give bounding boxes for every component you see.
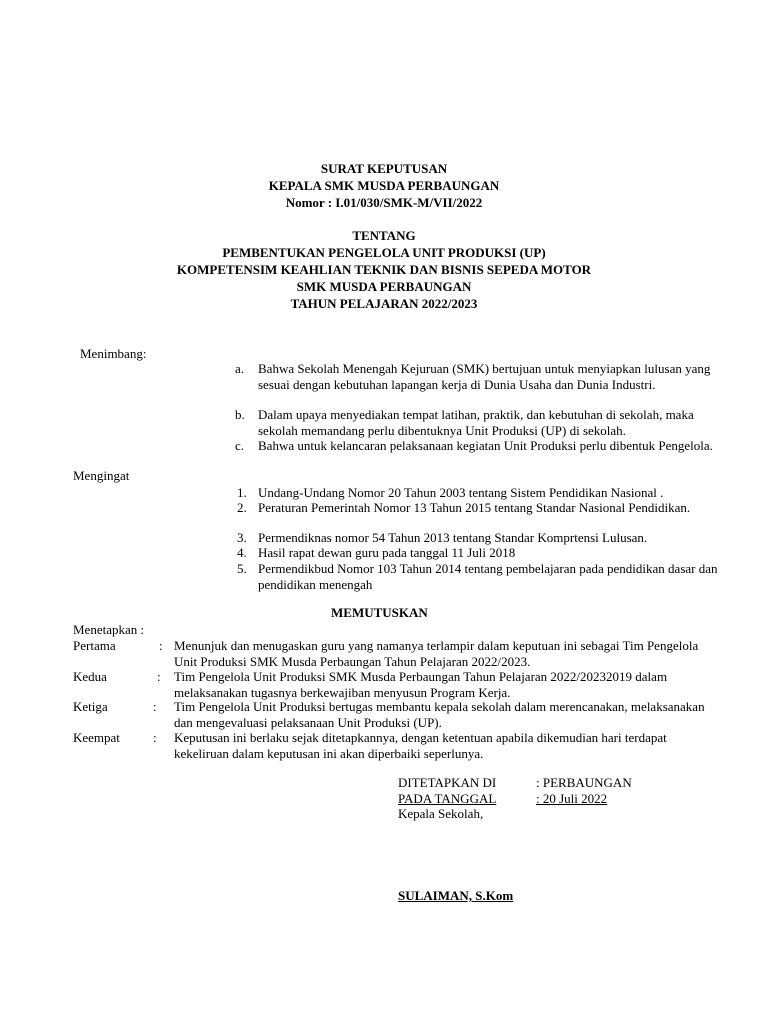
decision-text-pertama: Menunjuk dan menugaskan guru yang namanya terlampir dalam keputuan ini sebagai Tim Pengelola Unit Produksi SMK Musda Perbaungan Tahun Pelajaran 2022/2023. [174, 638, 699, 669]
document-number: Nomor : I.01/030/SMK-M/VII/2022 [285, 195, 483, 210]
mengingat-item-1: Undang-Undang Nomor 20 Tahun 2003 tentang Sistem Pendidikan Nasional . [258, 485, 664, 500]
mengingat-marker-3: 3. [237, 530, 247, 545]
date-label: PADA TANGGAL [398, 791, 497, 806]
menimbang-marker-b: b. [235, 407, 245, 422]
decision-keyword-pertama: Pertama [73, 638, 116, 653]
mengingat-marker-5: 5. [237, 561, 247, 576]
decision-keyword-ketiga: Ketiga [73, 699, 108, 714]
document-title: SURAT KEPUTUSAN [320, 161, 448, 176]
decision-keyword-keempat: Keempat [73, 730, 120, 745]
subject-line-1: PEMBENTUKAN PENGELOLA UNIT PRODUKSI (UP) [222, 245, 546, 260]
issuer-line: KEPALA SMK MUSDA PERBAUNGAN [268, 178, 500, 193]
decision-colon-pertama: : [159, 638, 163, 653]
signer-name: SULAIMAN, S.Kom [398, 888, 514, 903]
menimbang-item-a: Bahwa Sekolah Menengah Kejuruan (SMK) bertujuan untuk menyiapkan lulusan yang sesuai dengan kebutuhan lapangan kerja di Dunia Usaha dan Dunia Industri. [258, 361, 711, 392]
subject-line-4: TAHUN PELAJARAN 2022/2023 [290, 296, 478, 311]
decision-heading: MEMUTUSKAN [331, 605, 428, 620]
decision-keyword-kedua: Kedua [73, 669, 107, 684]
decision-colon-kedua: : [157, 669, 161, 684]
decision-text-keempat: Keputusan ini berlaku sejak ditetapkannya, dengan ketentuan apabila dikemudian hari terdapat kekeliruan dalam keputusan ini akan diperbaiki seperlunya. [174, 730, 667, 761]
mengingat-marker-1: 1. [237, 485, 247, 500]
subject-line-2: KOMPETENSIM KEAHLIAN TEKNIK DAN BISNIS SEPEDA MOTOR [176, 262, 592, 277]
menimbang-item-c: Bahwa untuk kelancaran pelaksanaan kegiatan Unit Produksi perlu dibentuk Pengelola. [258, 438, 713, 453]
mengingat-marker-4: 4. [237, 545, 247, 560]
signer-role: Kepala Sekolah, [398, 806, 484, 821]
date-value: : 20 Juli 2022 [536, 791, 608, 806]
mengingat-item-4: Hasil rapat dewan guru pada tanggal 11 Juli 2018 [258, 545, 516, 560]
menimbang-label: Menimbang: [80, 346, 147, 361]
decision-colon-keempat: : [153, 730, 157, 745]
decision-text-ketiga: Tim Pengelola Unit Produksi bertugas membantu kepala sekolah dalam merencanakan, melaksanakan dan mengevaluasi pelaksanaan Unit Produksi (UP). [174, 699, 705, 730]
decision-colon-ketiga: : [153, 699, 157, 714]
menimbang-item-b: Dalam upaya menyediakan tempat latihan, praktik, dan kebutuhan di sekolah, maka sekolah memandang perlu dibentuknya Unit Produksi (UP) di sekolah. [258, 407, 694, 438]
mengingat-item-2: Peraturan Pemerintah Nomor 13 Tahun 2015 tentang Standar Nasional Pendidikan. [258, 500, 691, 515]
mengingat-marker-2: 2. [237, 500, 247, 515]
about-heading: TENTANG [352, 228, 416, 243]
mengingat-item-3: Permendiknas nomor 54 Tahun 2013 tentang Standar Komprtensi Lulusan. [258, 530, 648, 545]
mengingat-item-5: Permendikbud Nomor 103 Tahun 2014 tentang pembelajaran pada pendidikan dasar dan pendidikan menengah [258, 561, 718, 592]
decision-text-kedua: Tim Pengelola Unit Produksi SMK Musda Perbaungan Tahun Pelajaran 2022/20232019 dalam melaksanakan tugasnya berkewajiban menyusun Program Kerja. [174, 669, 668, 700]
place-label: DITETAPKAN DI [398, 775, 497, 790]
menetapkan-label: Menetapkan : [73, 622, 145, 637]
menimbang-marker-a: a. [235, 361, 245, 376]
subject-line-3: SMK MUSDA PERBAUNGAN [296, 279, 472, 294]
mengingat-label: Mengingat [73, 468, 130, 483]
place-value: : PERBAUNGAN [536, 775, 632, 790]
menimbang-marker-c: c. [235, 438, 245, 453]
